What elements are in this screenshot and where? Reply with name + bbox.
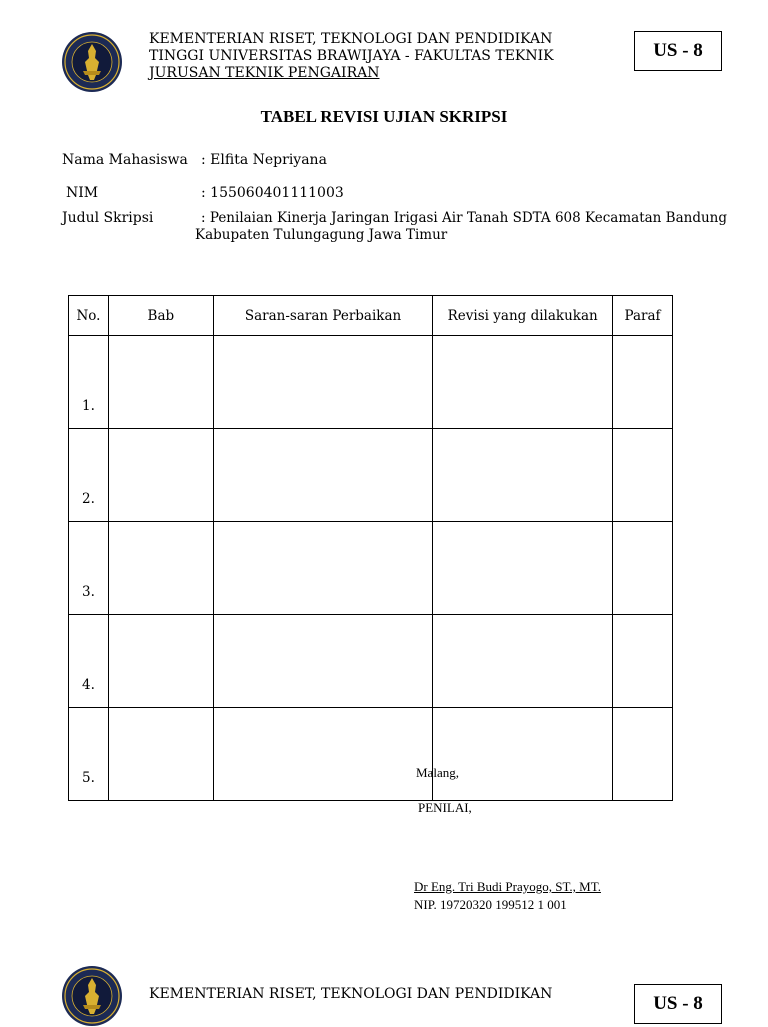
cell-paraf	[613, 522, 673, 615]
cell-paraf	[613, 429, 673, 522]
form-code-box: US - 8	[634, 31, 722, 71]
header-department-line: JURUSAN TEKNIK PENGAIRAN	[149, 65, 380, 81]
cell-revisi	[433, 522, 613, 615]
cell-revisi	[433, 336, 613, 429]
nim-label: NIM	[66, 185, 99, 201]
row-number: 1.	[69, 336, 109, 429]
cell-bab	[108, 522, 213, 615]
row-number: 2.	[69, 429, 109, 522]
judul-value-line1: : Penilaian Kinerja Jaringan Irigasi Air Tanah SDTA 608 Kecamatan Bandung	[201, 210, 727, 226]
signature-city: Malang,	[416, 765, 459, 780]
header-university-line: TINGGI UNIVERSITAS BRAWIJAYA - FAKULTAS TEKNIK	[149, 48, 554, 64]
table-row	[69, 708, 673, 801]
header-no: No.	[69, 296, 109, 336]
cell-bab	[108, 615, 213, 708]
row-number: 5.	[69, 708, 109, 801]
cell-paraf	[613, 708, 673, 801]
cell-revisi	[433, 429, 613, 522]
name-value: : Elfita Nepriyana	[201, 152, 327, 168]
revision-table	[68, 295, 673, 801]
header-revisi: Revisi yang dilakukan	[433, 296, 613, 336]
cell-revisi	[433, 708, 613, 801]
cell-saran	[213, 615, 433, 708]
cell-paraf	[613, 615, 673, 708]
header-ministry-line: KEMENTERIAN RISET, TEKNOLOGI DAN PENDIDIKAN	[149, 31, 553, 47]
table-header-row	[69, 296, 673, 336]
header-bab: Bab	[108, 296, 213, 336]
signature-role: PENILAI,	[418, 800, 472, 815]
footer-code-box: US - 8	[634, 984, 722, 1024]
signature-name: Dr Eng. Tri Budi Prayogo, ST., MT.	[414, 879, 601, 894]
cell-saran	[213, 708, 433, 801]
row-number: 3.	[69, 522, 109, 615]
header-paraf: Paraf	[613, 296, 673, 336]
cell-paraf	[613, 336, 673, 429]
cell-saran	[213, 522, 433, 615]
judul-label: Judul Skripsi	[62, 210, 154, 226]
cell-saran	[213, 336, 433, 429]
university-logo-icon	[61, 31, 123, 93]
judul-value-line2: Kabupaten Tulungagung Jawa Timur	[195, 227, 448, 243]
footer-ministry-line: KEMENTERIAN RISET, TEKNOLOGI DAN PENDIDIKAN	[149, 986, 553, 1002]
table-row	[69, 522, 673, 615]
cell-bab	[108, 429, 213, 522]
cell-bab	[108, 336, 213, 429]
table-row	[69, 336, 673, 429]
header-saran: Saran-saran Perbaikan	[213, 296, 433, 336]
nim-value: : 155060401111003	[201, 185, 344, 201]
signature-nip: NIP. 19720320 199512 1 001	[414, 897, 567, 912]
university-logo-icon	[61, 965, 123, 1027]
cell-saran	[213, 429, 433, 522]
page-title: TABEL REVISI UJIAN SKRIPSI	[260, 107, 508, 126]
table-row	[69, 429, 673, 522]
cell-bab	[108, 708, 213, 801]
cell-revisi	[433, 615, 613, 708]
row-number: 4.	[69, 615, 109, 708]
name-label: Nama Mahasiswa	[62, 152, 188, 168]
table-row	[69, 615, 673, 708]
